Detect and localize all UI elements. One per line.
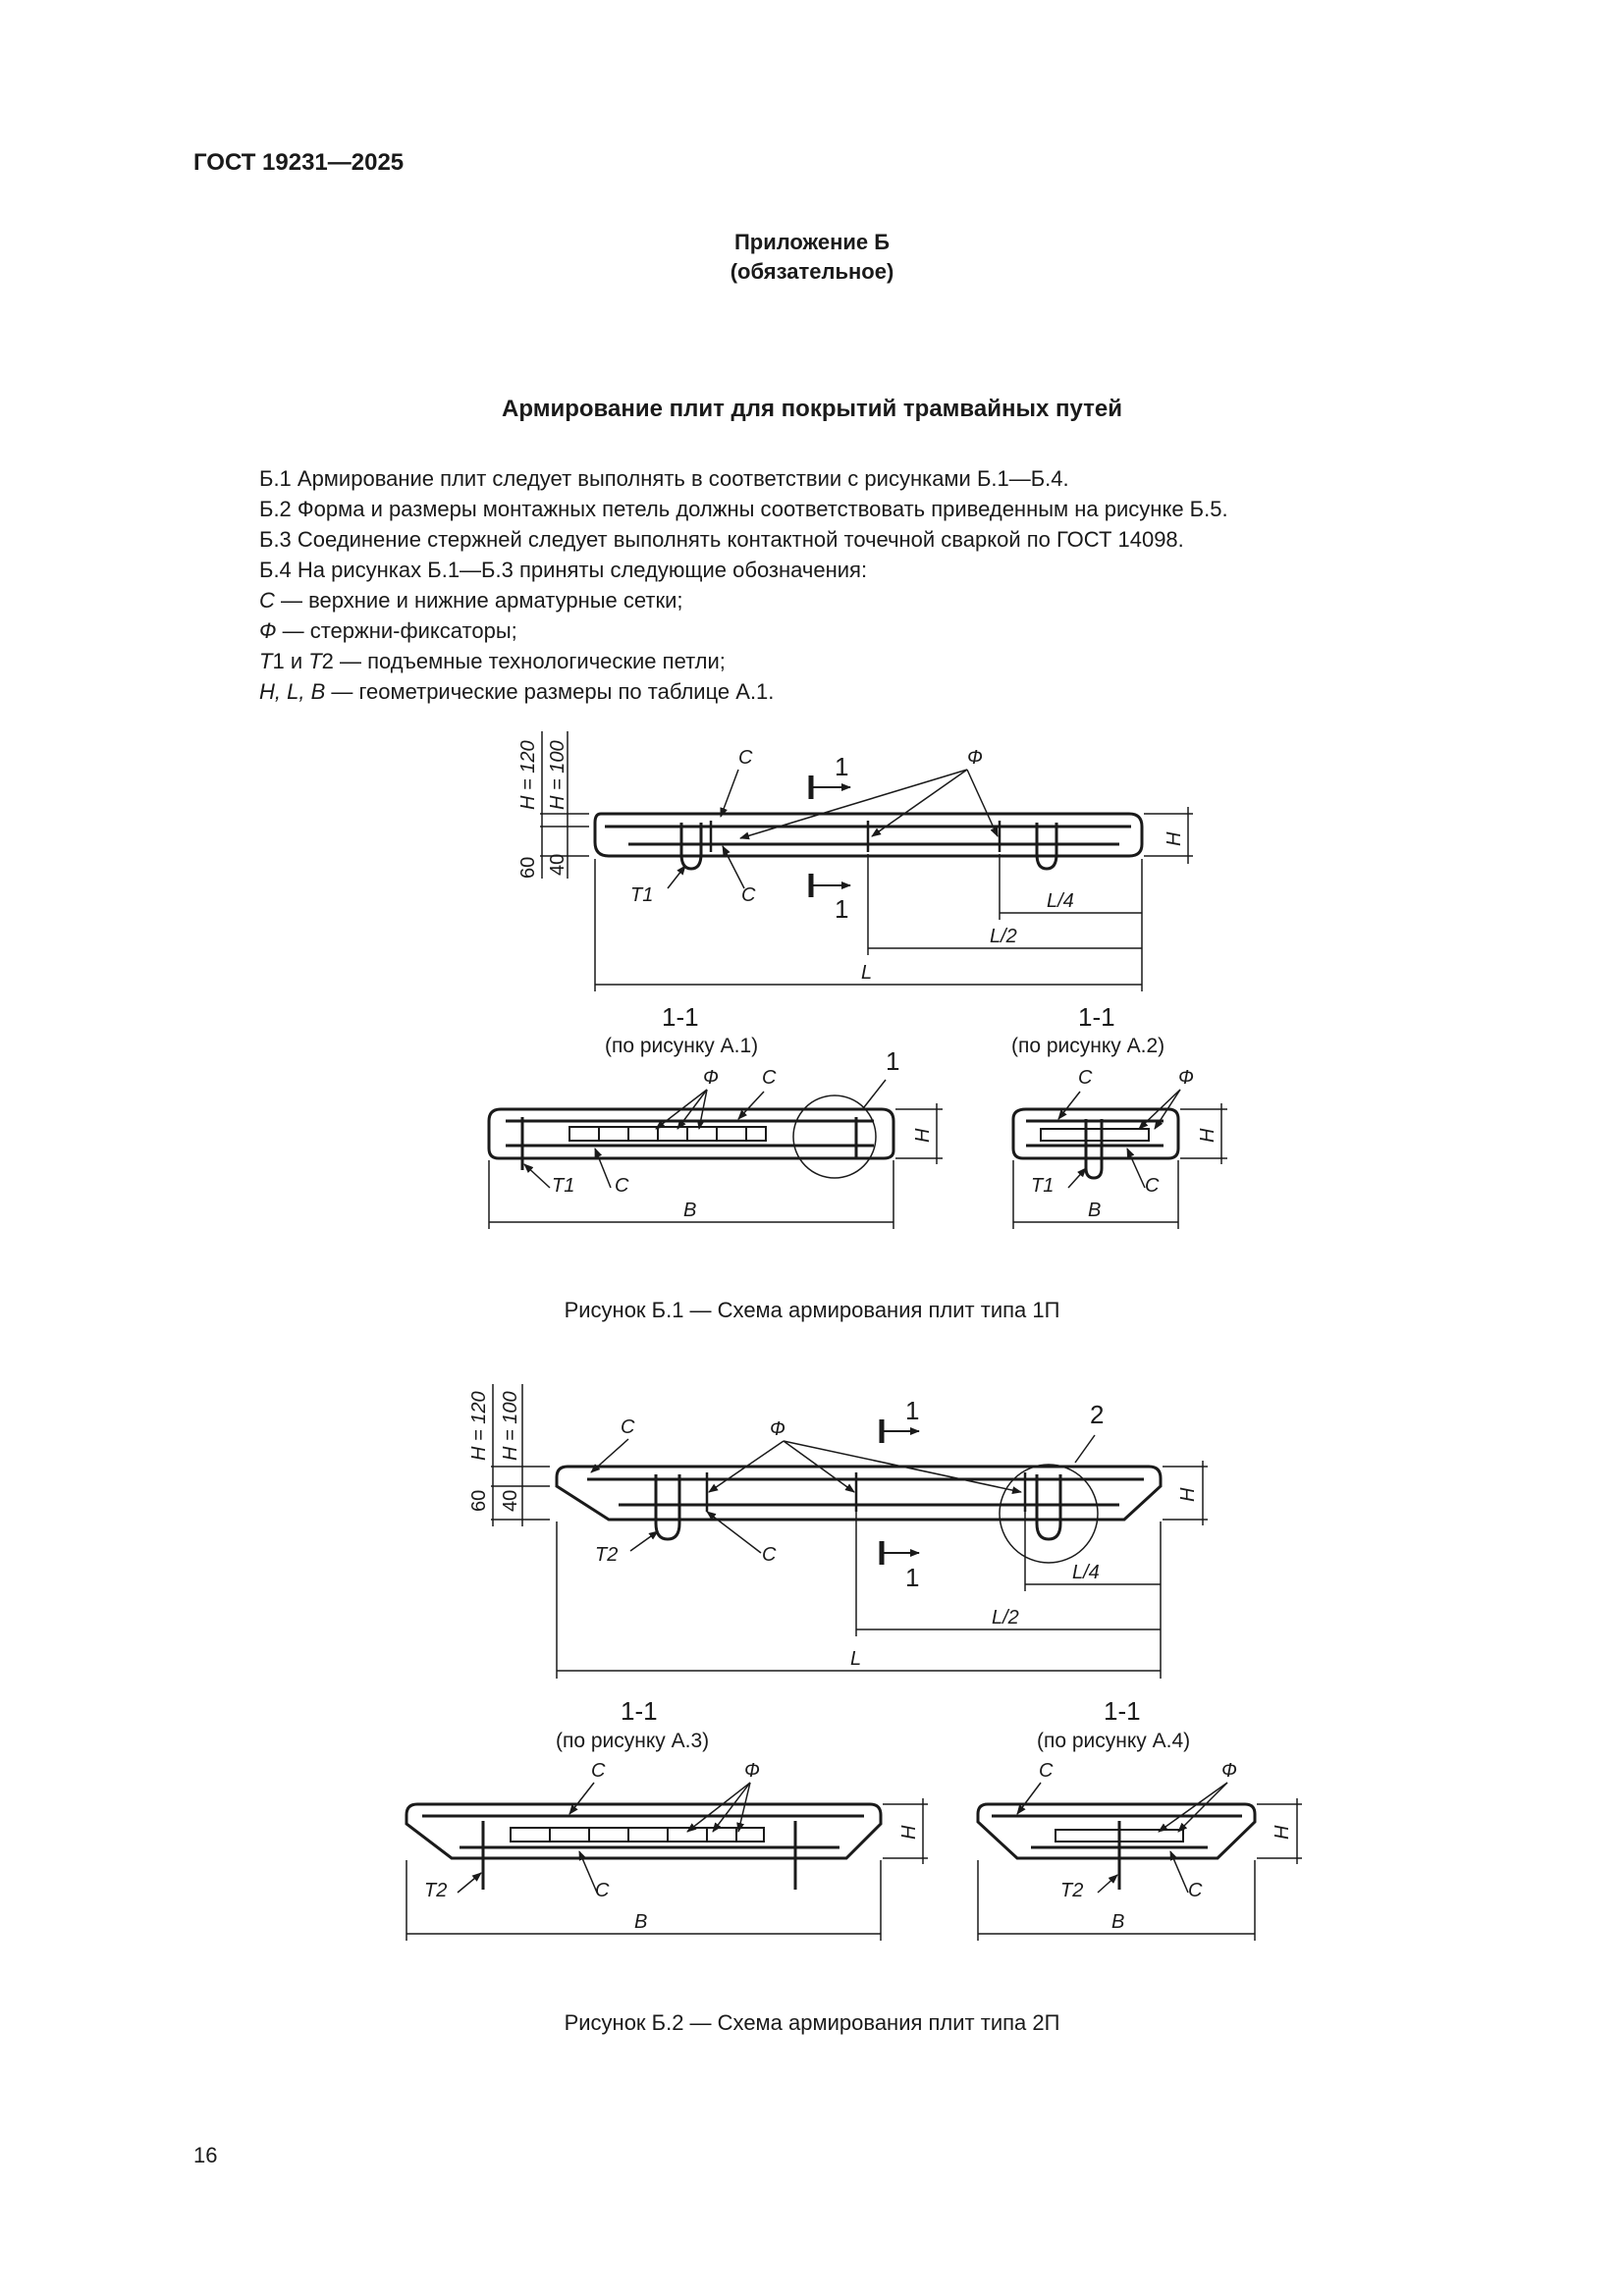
- legend-symbol-hlb: Н, L, В: [259, 679, 326, 704]
- fig2-sec-right-label-b: B: [1111, 1911, 1125, 1933]
- fig1-callout-leader: [864, 1080, 886, 1107]
- fig1-label-c-bot: C: [741, 884, 756, 906]
- fig1-sec-left-outline: [489, 1109, 893, 1158]
- fig1-leader-c-bot: [723, 846, 744, 888]
- fig2-sec-left-label-b: B: [634, 1911, 648, 1933]
- fig2-sec-left-leader-t2: [458, 1873, 481, 1893]
- fig1-sec-left-label-h: H: [912, 1128, 934, 1143]
- fig1-sec-right-leader-c: [1058, 1092, 1080, 1119]
- fig1-cut-label-top: 1: [835, 752, 849, 781]
- document-code: ГОСТ 19231—2025: [193, 149, 405, 176]
- fig2-sec-right-label-c2: C: [1188, 1880, 1203, 1901]
- fig2-cut-label-top: 1: [905, 1396, 920, 1425]
- fig2-sec-right-leader-f1: [1159, 1783, 1227, 1832]
- fig2-sec-right-leader-c: [1017, 1783, 1041, 1814]
- fig1-label-h100: H = 100: [547, 740, 568, 810]
- fig2-sec-left-label-f: Ф: [744, 1760, 760, 1782]
- fig1-sec-right-title: 1-1: [1078, 1002, 1115, 1032]
- fig2-sec-right-label-h: H: [1272, 1825, 1293, 1840]
- fig1-sec-left-ref: (по рисунку А.1): [605, 1035, 759, 1057]
- fig1-sec-left-leader-t1: [524, 1164, 550, 1188]
- paragraph-b3: Б.3 Соединение стержней следует выполнять контактной точечной сваркой по ГОСТ 14098.: [259, 527, 1184, 552]
- fig2-sec-right-ref: (по рисунку А.4): [1037, 1730, 1191, 1752]
- legend-symbol-t1: Т: [259, 649, 273, 673]
- fig1-label-l: L: [861, 962, 873, 984]
- legend-num-t1: 1: [272, 649, 285, 673]
- legend-text-f: — стержни-фиксаторы;: [276, 618, 517, 643]
- fig1-sec-right-leader-t1: [1068, 1168, 1086, 1188]
- fig1-sec-left-label-b: B: [683, 1200, 697, 1221]
- fig2-callout-label: 2: [1090, 1400, 1105, 1429]
- fig1-label-t1: T1: [630, 884, 654, 906]
- section-title: Армирование плит для покрытий трамвайных путей: [502, 396, 1122, 422]
- legend-text-c: — верхние и нижние арматурные сетки;: [274, 588, 683, 613]
- fig2-sec-left-outline: [406, 1804, 881, 1858]
- fig1-cut-label-bottom: 1: [835, 894, 849, 924]
- fig2-sec-left-title: 1-1: [621, 1696, 658, 1726]
- fig1-sec-right-label-t1: T1: [1031, 1175, 1055, 1197]
- fig1-label-l4: L/4: [1047, 890, 1074, 912]
- figure-b1-caption: Рисунок Б.1 — Схема армирования плит типа 1П: [564, 1298, 1060, 1322]
- legend-text-hlb: — геометрические размеры по таблице А.1.: [325, 679, 775, 704]
- fig2-label-l2: L/2: [992, 1607, 1019, 1629]
- fig1-sec-right-label-h: H: [1197, 1128, 1218, 1143]
- fig1-label-l2: L/2: [990, 926, 1017, 947]
- fig2-sec-left-ref: (по рисунку А.3): [556, 1730, 710, 1752]
- fig2-sec-left-label-h: H: [898, 1825, 920, 1840]
- fig1-sec-right-label-f: Ф: [1178, 1067, 1194, 1089]
- fig2-cut-label-bottom: 1: [905, 1563, 920, 1592]
- fig1-label-h: H: [1164, 831, 1185, 846]
- legend-num-t2: 2: [321, 649, 334, 673]
- fig2-sec-left-leader-c: [569, 1783, 594, 1814]
- fig1-sec-right-leader-c2: [1127, 1148, 1145, 1188]
- page-number: 16: [193, 2143, 218, 2167]
- fig1-sec-right-label-c2: C: [1145, 1175, 1160, 1197]
- fig1-sec-right-label-b: B: [1088, 1200, 1102, 1221]
- fig2-loop-right: [1037, 1474, 1060, 1539]
- fig1-sec-right-ref: (по рисунку А.2): [1011, 1035, 1165, 1057]
- fig2-loop-left: [656, 1474, 679, 1539]
- fig1-label-60: 60: [517, 856, 539, 879]
- fig1-sec-right-label-c: C: [1078, 1067, 1093, 1089]
- fig2-sec-right-leader-f2: [1178, 1783, 1227, 1832]
- legend-and: и: [284, 649, 309, 673]
- fig1-callout-label: 1: [886, 1046, 900, 1076]
- fig2-sec-right-label-f: Ф: [1221, 1760, 1237, 1782]
- fig1-label-f: Ф: [967, 747, 983, 769]
- fig2-sec-right-label-c: C: [1039, 1760, 1054, 1782]
- legend-text-t: — подъемные технологические петли;: [333, 649, 726, 673]
- fig1-sec-left-leader-c2: [595, 1148, 611, 1188]
- fig1-label-40: 40: [547, 853, 568, 876]
- fig2-sec-right-leader-t2: [1098, 1875, 1117, 1893]
- fig1-sec-right-frame: [1041, 1129, 1149, 1141]
- fig2-sec-right-label-t2: T2: [1060, 1880, 1084, 1901]
- fig2-label-h100: H = 100: [500, 1391, 521, 1461]
- fig1-sec-left-label-t1: T1: [552, 1175, 575, 1197]
- fig2-callout-leader: [1075, 1435, 1095, 1463]
- fig2-sec-right-title: 1-1: [1104, 1696, 1141, 1726]
- figure-b2-caption: Рисунок Б.2 — Схема армирования плит типа 2П: [564, 2010, 1060, 2035]
- legend-symbol-f: Ф: [259, 618, 277, 643]
- fig1-sec-right-outline: [1013, 1109, 1178, 1158]
- fig2-leader-t2: [630, 1531, 658, 1551]
- fig2-slab-outline: [557, 1467, 1161, 1520]
- fig2-sec-left-frame: [511, 1828, 764, 1842]
- fig2-leader-c-bot: [707, 1512, 761, 1553]
- fig1-label-c-top: C: [738, 747, 753, 769]
- paragraph-b1: Б.1 Армирование плит следует выполнять в соответствии с рисунками Б.1—Б.4.: [259, 466, 1069, 491]
- fig1-sec-left-label-c2: C: [615, 1175, 629, 1197]
- fig1-sec-left-label-f: Ф: [703, 1067, 719, 1089]
- legend-symbol-c: С: [259, 588, 275, 613]
- fig2-sec-left-label-c: C: [591, 1760, 606, 1782]
- fig2-label-h: H: [1177, 1487, 1199, 1502]
- appendix-title: Приложение Б: [733, 230, 891, 254]
- paragraph-b4: Б.4 На рисунках Б.1—Б.3 приняты следующие обозначения:: [259, 558, 868, 582]
- paragraph-b2: Б.2 Форма и размеры монтажных петель должны соответствовать приведенным на рисунке Б.5.: [259, 497, 1228, 521]
- fig2-sec-right-outline: [978, 1804, 1255, 1858]
- fig1-sec-left-title: 1-1: [662, 1002, 699, 1032]
- appendix-status: (обязательное): [730, 259, 894, 284]
- fig2-label-l4: L/4: [1072, 1562, 1100, 1583]
- fig1-sec-left-label-c: C: [762, 1067, 777, 1089]
- fig2-label-60: 60: [468, 1489, 490, 1512]
- fig2-label-f: Ф: [770, 1418, 785, 1440]
- fig2-label-c-top: C: [621, 1416, 635, 1438]
- fig1-label-h120: H = 120: [517, 740, 539, 810]
- fig2-label-h120: H = 120: [468, 1391, 490, 1461]
- fig2-label-c-bot: C: [762, 1544, 777, 1566]
- legend-symbol-t2: Т: [308, 649, 322, 673]
- fig2-sec-left-label-t2: T2: [424, 1880, 448, 1901]
- fig2-sec-left-label-c2: C: [595, 1880, 610, 1901]
- fig2-label-t2: T2: [595, 1544, 619, 1566]
- fig1-leader-c-top: [721, 770, 738, 817]
- fig1-sec-left-leader-c: [738, 1092, 764, 1119]
- fig2-label-l: L: [850, 1648, 862, 1670]
- fig1-leader-t1: [668, 866, 685, 888]
- fig2-label-40: 40: [500, 1489, 521, 1512]
